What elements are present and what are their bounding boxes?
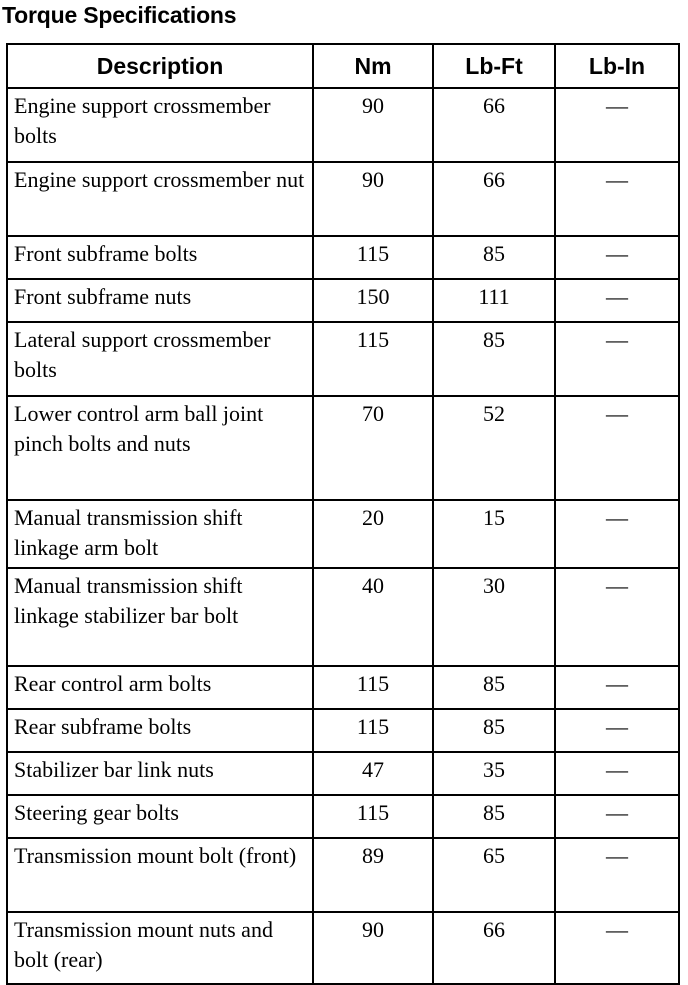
lbft-cell: 30 bbox=[433, 568, 555, 666]
description-cell: Transmission mount nuts and bolt (rear) bbox=[7, 912, 313, 984]
lbft-cell: 15 bbox=[433, 500, 555, 568]
lbft-cell: 52 bbox=[433, 396, 555, 500]
lbft-cell: 66 bbox=[433, 162, 555, 236]
nm-cell: 90 bbox=[313, 912, 433, 984]
table-header-row bbox=[7, 44, 679, 88]
nm-cell: 47 bbox=[313, 752, 433, 795]
nm-cell: 115 bbox=[313, 795, 433, 838]
description-cell: Steering gear bolts bbox=[7, 795, 313, 838]
lbin-cell: — bbox=[555, 568, 679, 666]
table-row bbox=[7, 500, 679, 568]
lbft-cell: 66 bbox=[433, 912, 555, 984]
nm-cell: 70 bbox=[313, 396, 433, 500]
table-row bbox=[7, 838, 679, 912]
nm-cell: 115 bbox=[313, 709, 433, 752]
description-cell: Manual transmission shift linkage stabilizer bar bolt bbox=[7, 568, 313, 666]
nm-cell: 115 bbox=[313, 236, 433, 279]
lbin-cell: — bbox=[555, 912, 679, 984]
description-cell: Rear control arm bolts bbox=[7, 666, 313, 709]
table-row bbox=[7, 88, 679, 162]
nm-cell: 115 bbox=[313, 322, 433, 396]
torque-specifications-table bbox=[6, 43, 680, 985]
lbft-cell: 35 bbox=[433, 752, 555, 795]
table-row bbox=[7, 568, 679, 666]
description-cell: Lateral support crossmember bolts bbox=[7, 322, 313, 396]
lbin-cell: — bbox=[555, 396, 679, 500]
table-row bbox=[7, 322, 679, 396]
lbft-cell: 65 bbox=[433, 838, 555, 912]
description-cell: Engine support crossmember nut bbox=[7, 162, 313, 236]
lbin-cell: — bbox=[555, 279, 679, 322]
description-cell: Stabilizer bar link nuts bbox=[7, 752, 313, 795]
description-cell: Engine support crossmember bolts bbox=[7, 88, 313, 162]
nm-cell: 90 bbox=[313, 88, 433, 162]
column-header-lbft: Lb-Ft bbox=[433, 44, 555, 88]
table-title: Torque Specifications bbox=[2, 2, 237, 28]
lbin-cell: — bbox=[555, 752, 679, 795]
lbft-cell: 85 bbox=[433, 666, 555, 709]
column-header-description: Description bbox=[7, 44, 313, 88]
nm-cell: 90 bbox=[313, 162, 433, 236]
nm-cell: 89 bbox=[313, 838, 433, 912]
lbin-cell: — bbox=[555, 666, 679, 709]
table-row bbox=[7, 795, 679, 838]
lbin-cell: — bbox=[555, 795, 679, 838]
description-cell: Lower control arm ball joint pinch bolts and nuts bbox=[7, 396, 313, 500]
table-row bbox=[7, 666, 679, 709]
table-row bbox=[7, 396, 679, 500]
description-cell: Manual transmission shift linkage arm bolt bbox=[7, 500, 313, 568]
lbin-cell: — bbox=[555, 709, 679, 752]
lbft-cell: 85 bbox=[433, 795, 555, 838]
description-cell: Rear subframe bolts bbox=[7, 709, 313, 752]
table-row bbox=[7, 162, 679, 236]
table-row bbox=[7, 279, 679, 322]
nm-cell: 20 bbox=[313, 500, 433, 568]
table-row bbox=[7, 752, 679, 795]
lbft-cell: 66 bbox=[433, 88, 555, 162]
description-cell: Front subframe nuts bbox=[7, 279, 313, 322]
nm-cell: 150 bbox=[313, 279, 433, 322]
nm-cell: 115 bbox=[313, 666, 433, 709]
table-row bbox=[7, 236, 679, 279]
table-row bbox=[7, 912, 679, 984]
lbin-cell: — bbox=[555, 838, 679, 912]
lbin-cell: — bbox=[555, 500, 679, 568]
column-header-nm: Nm bbox=[313, 44, 433, 88]
column-header-lbin: Lb-In bbox=[555, 44, 679, 88]
lbft-cell: 111 bbox=[433, 279, 555, 322]
table-row bbox=[7, 709, 679, 752]
lbin-cell: — bbox=[555, 236, 679, 279]
lbft-cell: 85 bbox=[433, 236, 555, 279]
description-cell: Transmission mount bolt (front) bbox=[7, 838, 313, 912]
lbin-cell: — bbox=[555, 162, 679, 236]
lbft-cell: 85 bbox=[433, 322, 555, 396]
lbin-cell: — bbox=[555, 88, 679, 162]
lbft-cell: 85 bbox=[433, 709, 555, 752]
description-cell: Front subframe bolts bbox=[7, 236, 313, 279]
nm-cell: 40 bbox=[313, 568, 433, 666]
lbin-cell: — bbox=[555, 322, 679, 396]
